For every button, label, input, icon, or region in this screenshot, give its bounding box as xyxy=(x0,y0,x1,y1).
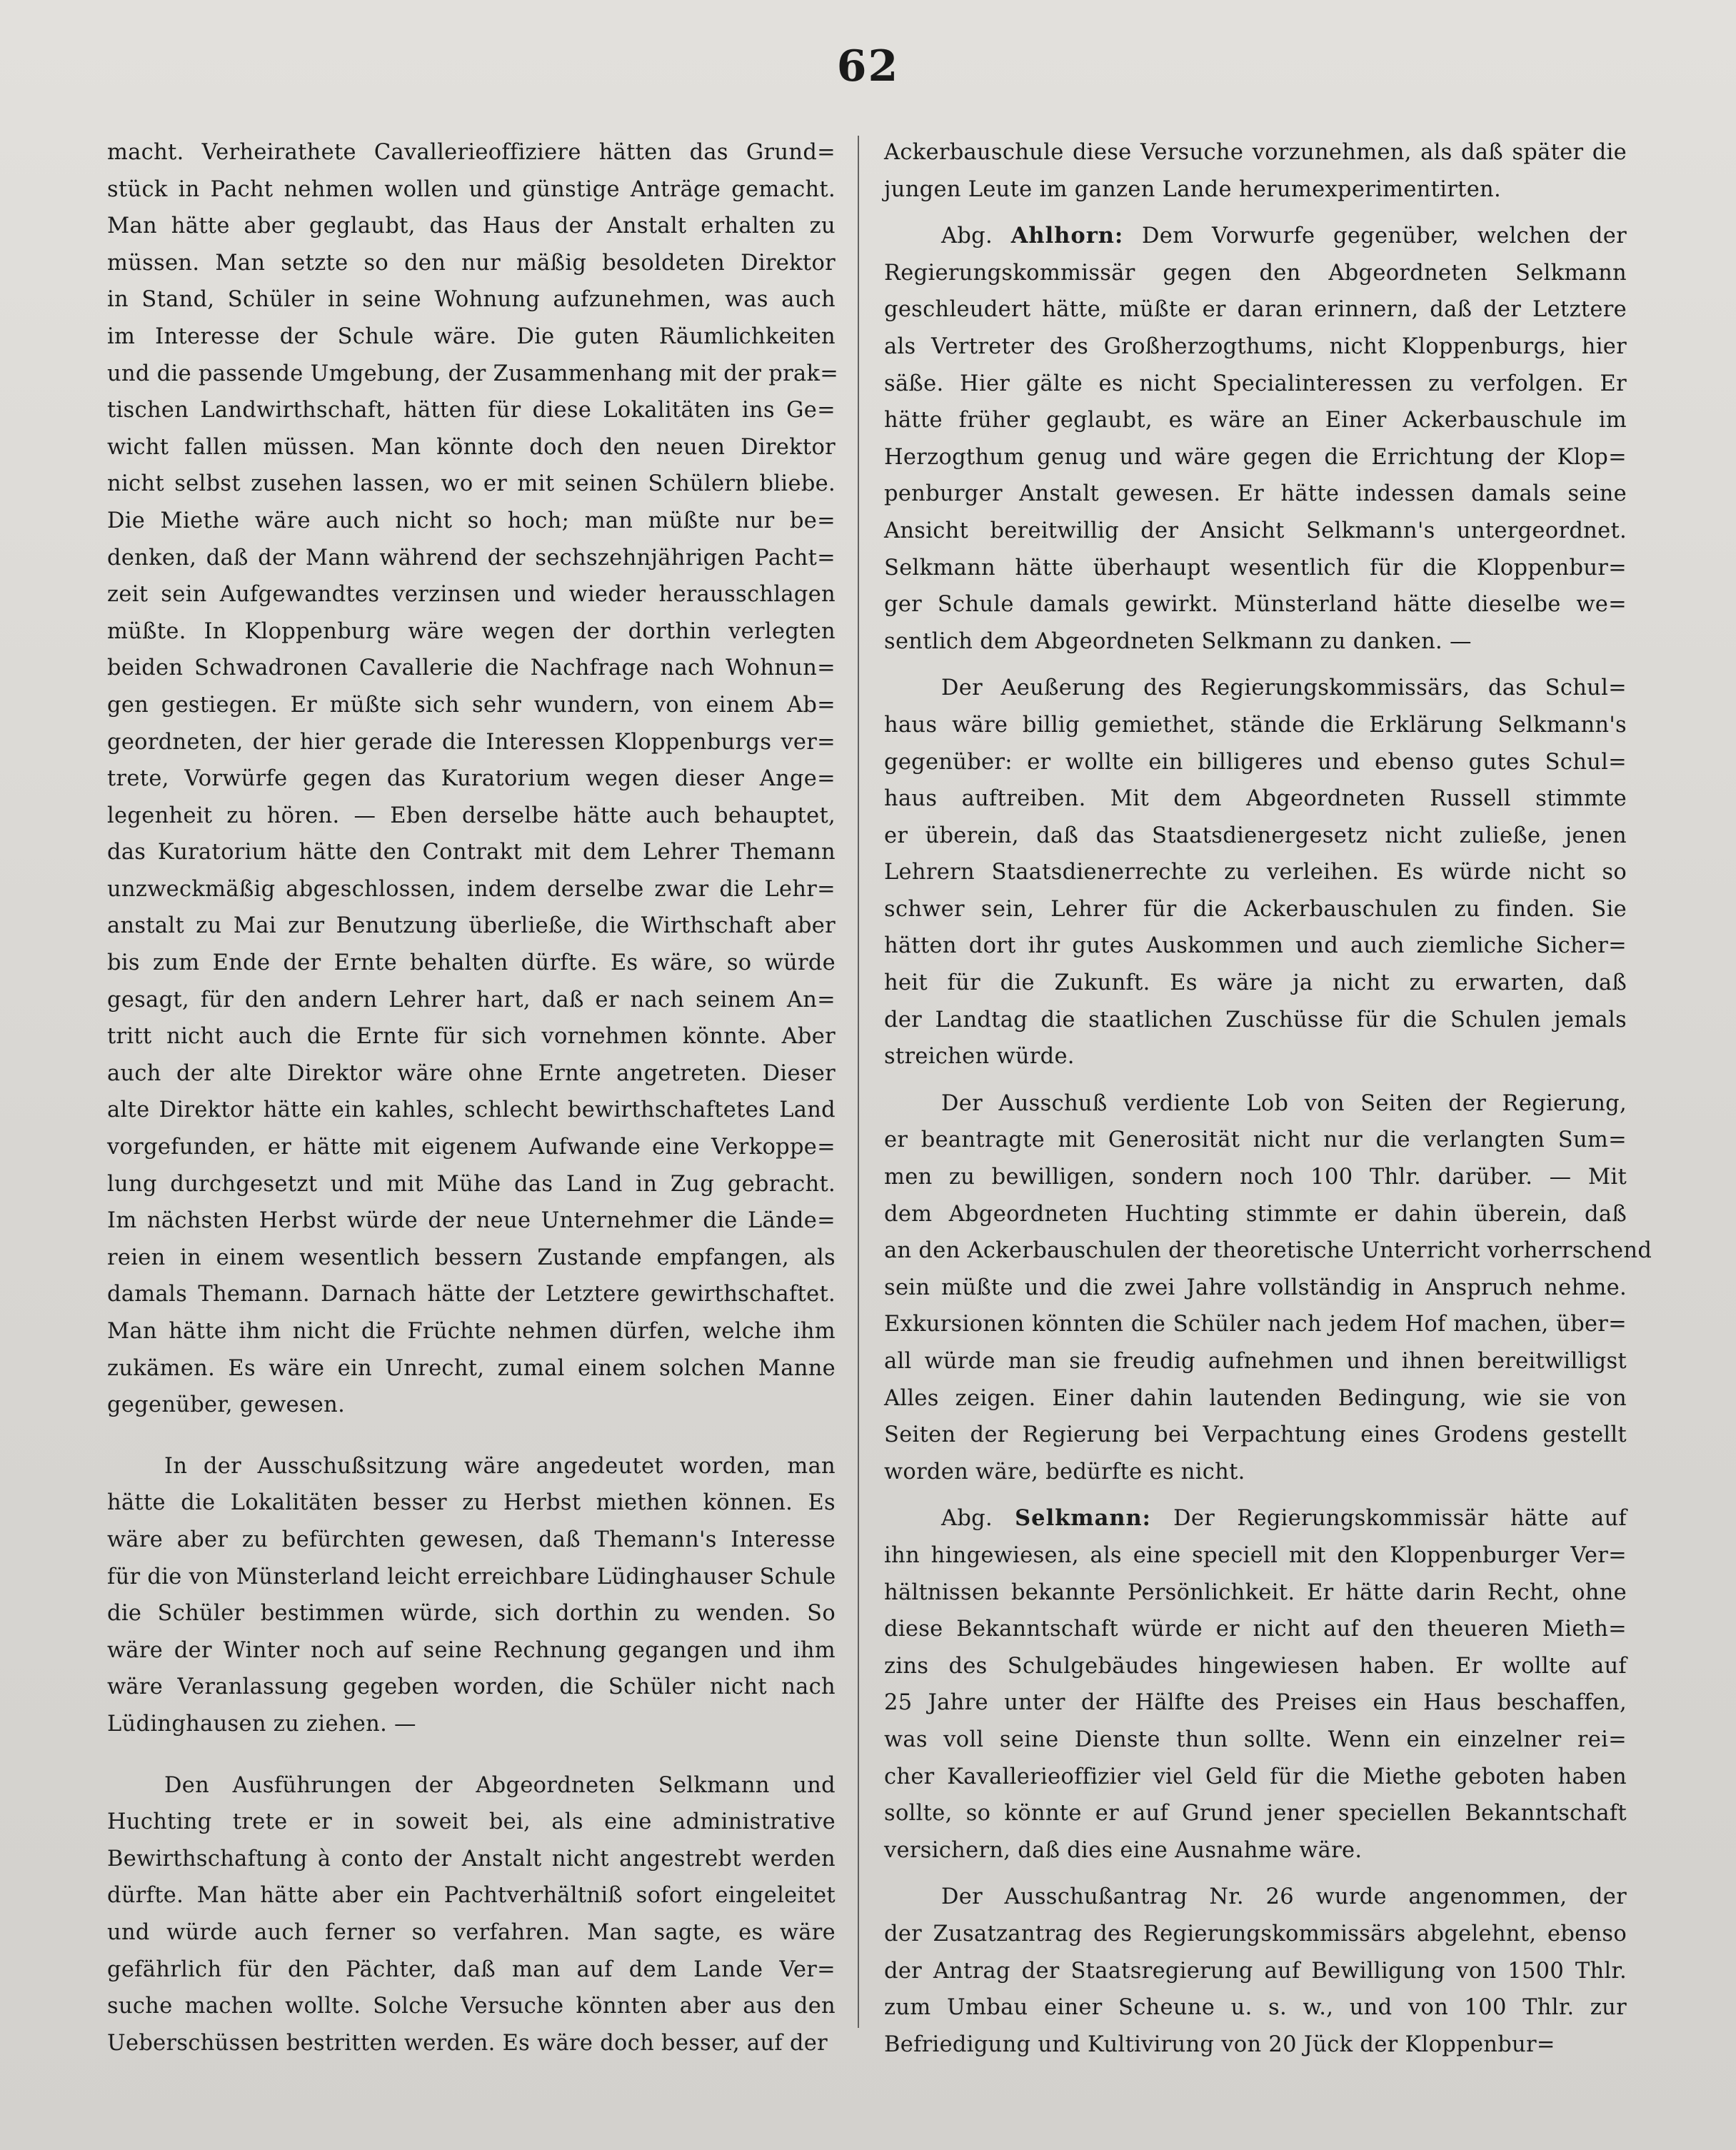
text-line: reien in einem wesentlich bessern Zustande empfangen, als xyxy=(107,1245,836,1270)
paragraph-gap xyxy=(884,660,1627,670)
text-line-content: Dem Vorwurfe gegenüber, welchen der xyxy=(1141,223,1627,249)
speaker-name: Selkmann: xyxy=(1015,1505,1151,1532)
text-line: Herzogthum genug und wäre gegen die Errichtung der Klop= xyxy=(884,444,1627,470)
text-line: gen gestiegen. Er müßte sich sehr wundern, von einem Ab= xyxy=(107,692,836,718)
text-line: er beantragte mit Generosität nicht nur die verlangten Sum= xyxy=(884,1127,1627,1153)
text-line xyxy=(884,1500,1627,1537)
text-line: der Antrag der Staatsregierung auf Bewilligung von 1500 Thlr. xyxy=(884,1958,1627,1984)
text-line: für die von Münsterland leicht erreichbare Lüdinghauser Schule xyxy=(107,1564,836,1589)
text-line: penburger Anstalt gewesen. Er hätte indessen damals seine xyxy=(884,481,1627,507)
text-line: und würde auch ferner so verfahren. Man sagte, es wäre xyxy=(107,1919,836,1945)
text-line: beiden Schwadronen Cavallerie die Nachfrage nach Wohnun= xyxy=(107,655,836,681)
text-line: Seiten der Regierung bei Verpachtung eines Grodens gestellt xyxy=(884,1422,1627,1448)
text-line: müssen. Man setzte so den nur mäßig besoldeten Direktor xyxy=(107,250,836,276)
text-line: legenheit zu hören. — Eben derselbe hätte auch behauptet, xyxy=(107,803,836,828)
page-number: 62 xyxy=(836,41,900,91)
text-line: diese Bekanntschaft würde er nicht auf den theueren Mieth= xyxy=(884,1617,1627,1642)
text-line: Lehrern Staatsdienerrechte zu verleihen. Es würde nicht so xyxy=(884,860,1627,885)
text-line: stück in Pacht nehmen wollen und günstige Anträge gemacht. xyxy=(107,176,836,202)
paragraph-gap xyxy=(107,1743,836,1767)
text-line: vorgefunden, er hätte mit eigenem Aufwande eine Verkoppe= xyxy=(107,1135,836,1160)
text-line: versichern, daß dies eine Ausnahme wäre. xyxy=(884,1837,1363,1863)
text-line: lung durchgesetzt und mit Mühe das Land in Zug gebracht. xyxy=(107,1171,836,1197)
text-line: dürfte. Man hätte aber ein Pachtverhältniß sofort eingeleitet xyxy=(107,1883,836,1909)
text-line: hätte die Lokalitäten besser zu Herbst miethen können. Es xyxy=(107,1490,836,1516)
paragraph xyxy=(107,134,839,1424)
text-line: men zu bewilligen, sondern noch 100 Thlr. darüber. — Mit xyxy=(884,1165,1627,1190)
text-line: dem Abgeordneten Huchting stimmte er dahin überein, daß xyxy=(884,1201,1627,1227)
text-line: bis zum Ende der Ernte behalten dürfte. Es wäre, so würde xyxy=(107,950,836,976)
text-line: im Interesse der Schule wäre. Die guten Räumlichkeiten xyxy=(107,323,836,349)
text-line: Ueberschüssen bestritten werden. Es wäre doch besser, auf der xyxy=(107,2030,828,2056)
text-line: denken, daß der Mann während der sechszehnjährigen Pacht= xyxy=(107,545,836,571)
text-line: nicht selbst zusehen lassen, wo er mit seinen Schülern bliebe. xyxy=(107,471,836,497)
text-line: als Vertreter des Großherzogthums, nicht Kloppenburgs, hier xyxy=(884,333,1627,359)
text-line-content: Der Regierungskommissär hätte auf xyxy=(1173,1506,1627,1532)
text-line: cher Kavallerieoffizier viel Geld für die Miethe geboten haben xyxy=(884,1764,1627,1789)
paragraph-gap xyxy=(884,1490,1627,1500)
paragraph xyxy=(884,1500,1627,1869)
text-line: Lüdinghausen zu ziehen. — xyxy=(107,1711,416,1737)
text-line: wicht fallen müssen. Man könnte doch den neuen Direktor xyxy=(107,434,836,460)
paragraph-gap xyxy=(884,208,1627,218)
text-line: Ansicht bereitwillig der Ansicht Selkmann's untergeordnet. xyxy=(884,518,1627,543)
text-line: die Schüler bestimmen würde, sich dorthin zu wenden. So xyxy=(107,1601,836,1627)
paragraph xyxy=(884,134,1627,208)
text-line: tritt nicht auch die Ernte für sich vornehmen könnte. Aber xyxy=(107,1024,836,1050)
paragraph xyxy=(884,1085,1652,1491)
text-line: damals Themann. Darnach hätte der Letztere gewirthschaftet. xyxy=(107,1282,836,1307)
text-line: wäre der Winter noch auf seine Rechnung gegangen und ihm xyxy=(107,1637,836,1663)
text-line: all würde man sie freudig aufnehmen und ihnen bereitwilligst xyxy=(884,1349,1627,1374)
text-line: Alles zeigen. Einer dahin lautenden Bedingung, wie sie von xyxy=(884,1385,1627,1411)
text-line: gefährlich für den Pächter, daß man auf dem Lande Ver= xyxy=(107,1956,836,1982)
left-column xyxy=(107,134,839,2061)
text-line: In der Ausschußsitzung wäre angedeutet worden, man xyxy=(164,1453,836,1479)
text-line: macht. Verheirathete Cavallerieoffiziere hätten das Grund= xyxy=(107,140,836,165)
text-line: zins des Schulgebäudes hingewiesen haben. Er wollte auf xyxy=(884,1653,1627,1679)
text-line: der Zusatzantrag des Regierungskommissärs abgelehnt, ebenso xyxy=(884,1921,1627,1946)
text-line: tischen Landwirthschaft, hätten für diese Lokalitäten ins Ge= xyxy=(107,398,836,423)
text-line: zeit sein Aufgewandtes verzinsen und wieder herausschlagen xyxy=(107,582,836,608)
text-line: alte Direktor hätte ein kahles, schlecht bewirthschaftetes Land xyxy=(107,1097,836,1123)
text-line: Befriedigung und Kultivirung von 20 Jück der Kloppenbur= xyxy=(884,2031,1555,2057)
text-line: heit für die Zukunft. Es wäre ja nicht zu erwarten, daß xyxy=(884,970,1627,996)
text-line: Man hätte ihm nicht die Früchte nehmen dürfen, welche ihm xyxy=(107,1319,836,1344)
text-line: wäre Veranlassung gegeben worden, die Schüler nicht nach xyxy=(107,1674,836,1700)
text-line: sentlich dem Abgeordneten Selkmann zu danken. — xyxy=(884,628,1472,654)
text-line: in Stand, Schüler in seine Wohnung aufzunehmen, was auch xyxy=(107,287,836,313)
text-line: Die Miethe wäre auch nicht so hoch; man müßte nur be= xyxy=(107,508,836,533)
paragraph-gap xyxy=(884,1869,1627,1879)
paragraph xyxy=(107,1767,836,2062)
text-line: wäre aber zu befürchten gewesen, daß Themann's Interesse xyxy=(107,1527,836,1552)
text-line: zukämen. Es wäre ein Unrecht, zumal einem solchen Manne xyxy=(107,1355,836,1381)
speaker-prefix: Abg. xyxy=(941,223,993,249)
text-line: streichen würde. xyxy=(884,1044,1075,1070)
text-line: das Kuratorium hätte den Contrakt mit dem Lehrer Themann xyxy=(107,840,836,865)
text-line: Der Aeußerung des Regierungskommissärs, das Schul= xyxy=(941,675,1627,701)
text-line: Bewirthschaftung à conto der Anstalt nicht angestrebt werden xyxy=(107,1846,836,1872)
text-line: Regierungskommissär gegen den Abgeordneten Selkmann xyxy=(884,260,1627,286)
text-line: müßte. In Kloppenburg wäre wegen der dorthin verlegten xyxy=(107,618,836,644)
text-line: hätte früher geglaubt, es wäre an Einer Ackerbauschule im xyxy=(884,408,1627,433)
text-line: sollte, so könnte er auf Grund jener speciellen Bekanntschaft xyxy=(884,1801,1627,1827)
speaker-prefix: Abg. xyxy=(941,1506,993,1532)
text-line: hätten dort ihr gutes Auskommen und auch ziemliche Sicher= xyxy=(884,933,1627,959)
text-line: schwer sein, Lehrer für die Ackerbauschulen zu finden. Sie xyxy=(884,896,1627,922)
text-line: Der Ausschußantrag Nr. 26 wurde angenommen, der xyxy=(941,1884,1627,1910)
text-line: Ackerbauschule diese Versuche vorzunehmen, als daß später die xyxy=(884,140,1627,165)
text-line: Man hätte aber geglaubt, das Haus der Anstalt erhalten zu xyxy=(107,214,836,239)
text-line: haus auftreiben. Mit dem Abgeordneten Russell stimmte xyxy=(884,786,1627,812)
text-line: ger Schule damals gewirkt. Münsterland hätte dieselbe we= xyxy=(884,592,1627,618)
text-line: unzweckmäßig abgeschlossen, indem derselbe zwar die Lehr= xyxy=(107,876,836,902)
text-line: gegenüber, gewesen. xyxy=(107,1392,346,1418)
text-line: Den Ausführungen der Abgeordneten Selkmann und xyxy=(164,1772,836,1798)
text-line: und die passende Umgebung, der Zusammenhang mit der prak= xyxy=(107,361,839,386)
text-line: zum Umbau einer Scheune u. s. w., und von 100 Thlr. zur xyxy=(884,1995,1627,2021)
right-column xyxy=(884,134,1652,2063)
paragraph xyxy=(884,670,1627,1075)
text-line: geschleudert hätte, müßte er daran erinnern, daß der Letztere xyxy=(884,297,1627,323)
text-line: Im nächsten Herbst würde der neue Unternehmer die Lände= xyxy=(107,1208,836,1234)
text-line: sein müßte und die zwei Jahre vollständig in Anspruch nehme. xyxy=(884,1275,1627,1300)
column-divider xyxy=(858,136,859,2028)
text-line: an den Ackerbauschulen der theoretische Unterricht vorherrschend xyxy=(884,1238,1652,1264)
text-line: geordneten, der hier gerade die Interessen Kloppenburgs ver= xyxy=(107,729,836,755)
text-line: der Landtag die staatlichen Zuschüsse für die Schulen jemals xyxy=(884,1007,1627,1033)
text-line: ihn hingewiesen, als eine speciell mit den Kloppenburger Ver= xyxy=(884,1542,1627,1568)
paragraph-gap xyxy=(107,1424,836,1448)
text-line: suche machen wollte. Solche Versuche könnten aber aus den xyxy=(107,1994,836,2019)
text-line: auch der alte Direktor wäre ohne Ernte angetreten. Dieser xyxy=(107,1060,836,1086)
paragraph-gap xyxy=(884,1075,1627,1085)
paragraph xyxy=(107,1448,836,1743)
text-line: hältnissen bekannte Persönlichkeit. Er hätte darin Recht, ohne xyxy=(884,1579,1627,1605)
text-line: worden wäre, bedürfte es nicht. xyxy=(884,1459,1245,1485)
text-line: anstalt zu Mai zur Benutzung überließe, die Wirthschaft aber xyxy=(107,913,836,939)
text-line: was voll seine Dienste thun sollte. Wenn ein einzelner rei= xyxy=(884,1727,1627,1752)
text-line: Huchting trete er in soweit bei, als eine administrative xyxy=(107,1809,836,1835)
text-line: er überein, daß das Staatsdienergesetz nicht zuließe, jenen xyxy=(884,823,1627,848)
text-line: 25 Jahre unter der Hälfte des Preises ein Haus beschaffen, xyxy=(884,1690,1627,1716)
text-line: gegenüber: er wollte ein billigeres und ebenso gutes Schul= xyxy=(884,749,1627,775)
text-line: Der Ausschuß verdiente Lob von Seiten der Regierung, xyxy=(941,1090,1627,1116)
text-line: jungen Leute im ganzen Lande herumexperimentirten. xyxy=(884,176,1501,202)
text-line: gesagt, für den andern Lehrer hart, daß er nach seinem An= xyxy=(107,987,836,1013)
text-line xyxy=(884,218,1627,255)
paragraph xyxy=(884,1879,1627,2063)
text-line: Exkursionen könnten die Schüler nach jedem Hof machen, über= xyxy=(884,1312,1627,1337)
paragraph xyxy=(884,218,1627,660)
text-line: haus wäre billig gemiethet, stände die Erklärung Selkmann's xyxy=(884,712,1627,738)
text-line: säße. Hier gälte es nicht Specialinteressen zu verfolgen. Er xyxy=(884,371,1627,396)
text-line: Selkmann hätte überhaupt wesentlich für die Kloppenbur= xyxy=(884,555,1627,581)
speaker-name: Ahlhorn: xyxy=(1010,223,1124,249)
text-line: trete, Vorwürfe gegen das Kuratorium wegen dieser Ange= xyxy=(107,766,836,792)
